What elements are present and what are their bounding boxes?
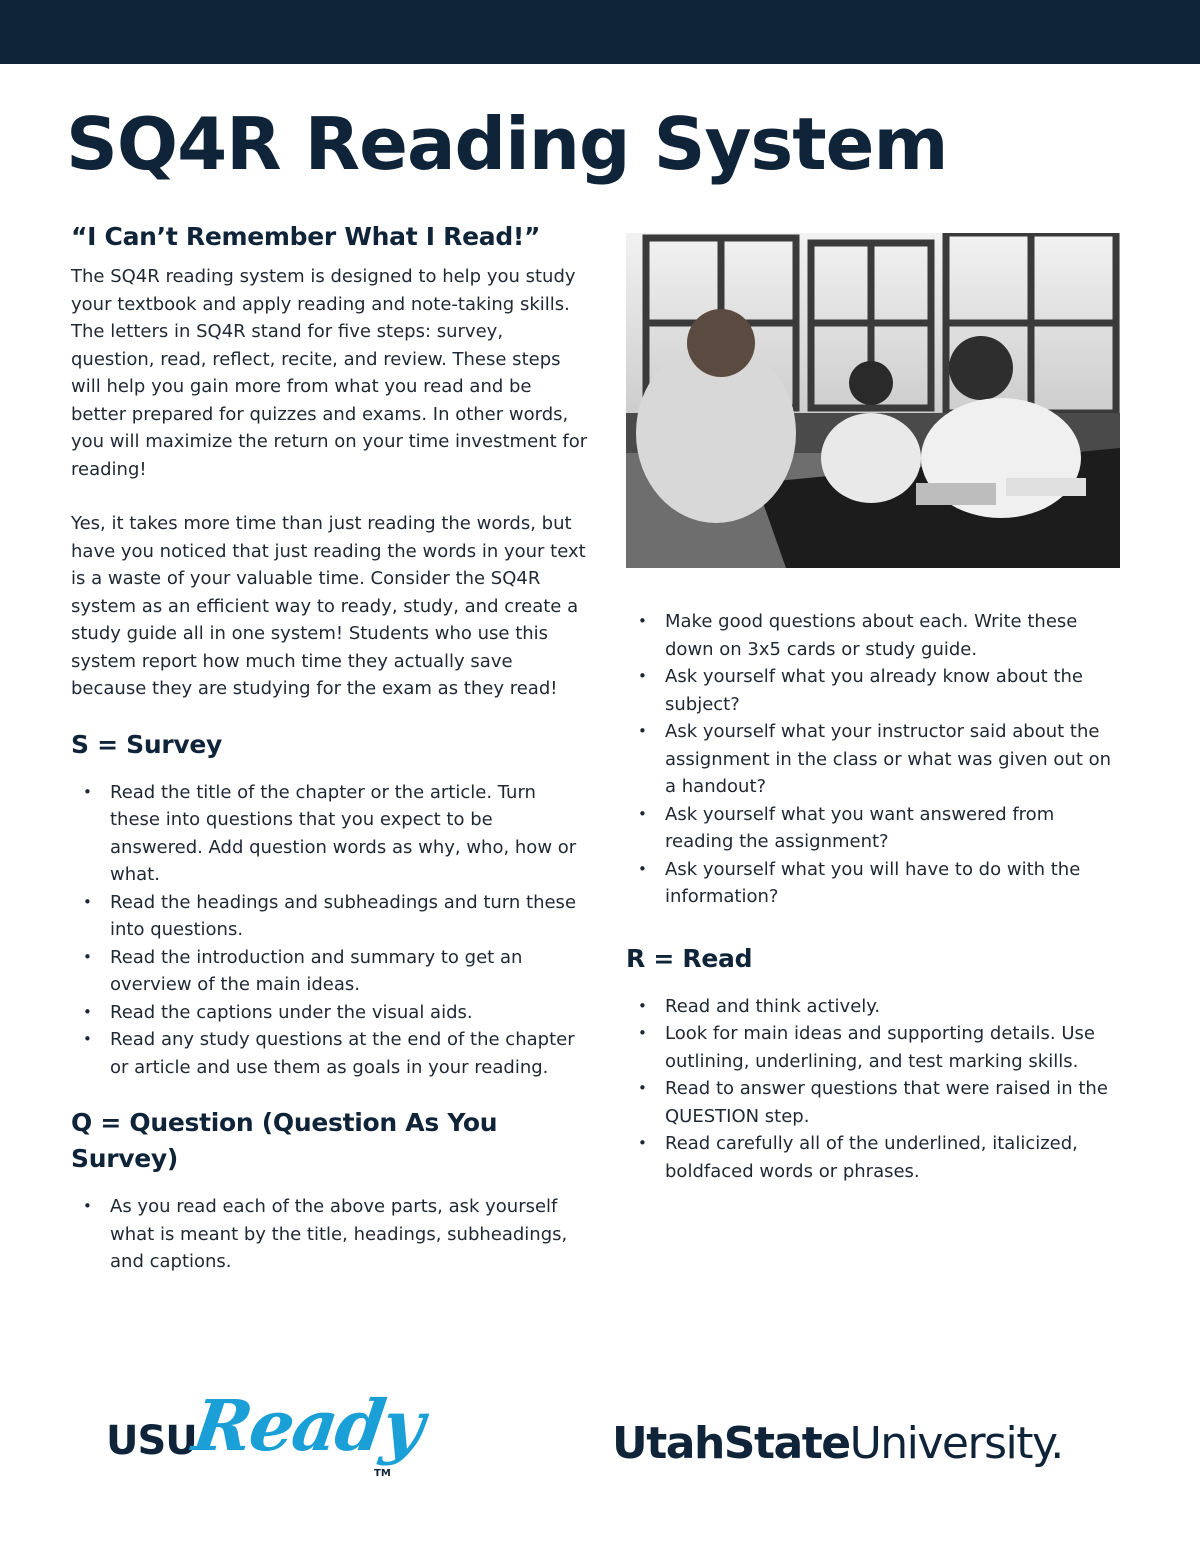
list-item: • Read the captions under the visual aids. [71, 999, 591, 1027]
list-item: • Ask yourself what you already know about the subject? [626, 663, 1126, 718]
list-item: • Read any study questions at the end of the chapter or article and use them as goals in your reading. [71, 1026, 591, 1081]
list-item: • As you read each of the above parts, ask yourself what is meant by the title, headings, subheadings, and captions. [71, 1193, 591, 1276]
survey-heading: S = Survey [71, 729, 223, 759]
logo-bold-part: UtahState [612, 1418, 850, 1469]
list-item: • Read carefully all of the underlined, italicized, boldfaced words or phrases. [626, 1130, 1126, 1185]
list-item: • Read and think actively. [626, 993, 1126, 1021]
logo-regular-part: University. [849, 1418, 1063, 1469]
intro-paragraph: Yes, it takes more time than just reading the words, but have you noticed that just reading the words in your text is a waste of your valuable time. Consider the SQ4R system as an efficient way to ready, study, and create a study guide all in one system! Students who use this system report how much time they actually save because they are studying for the exam as they read! [71, 513, 586, 699]
left-column [71, 222, 591, 1276]
usu-ready-logo [106, 1378, 428, 1488]
list-item: • Read the title of the chapter or the article. Turn these into questions that you expect to be answered. Add question words as why, who, how or what. [71, 779, 591, 889]
usu-wordmark: USU [106, 1418, 197, 1464]
ready-wordmark: Ready [188, 1384, 428, 1467]
utah-state-university-logo [612, 1418, 1063, 1469]
page-title: SQ4R Reading System [66, 102, 948, 186]
list-item: • Ask yourself what you will have to do with the information? [626, 856, 1126, 911]
right-column [626, 233, 1126, 1185]
list-item: • Make good questions about each. Write these down on 3x5 cards or study guide. [626, 608, 1126, 663]
question-list-continued [626, 608, 1126, 911]
intro-heading: “I Can’t Remember What I Read!” [71, 222, 541, 251]
question-list [71, 1193, 591, 1276]
read-list [626, 993, 1126, 1186]
students-studying-photo [626, 233, 1120, 568]
list-item: • Ask yourself what your instructor said about the assignment in the class or what was given out on a handout? [626, 718, 1126, 801]
top-banner [0, 0, 1200, 64]
list-item: • Look for main ideas and supporting details. Use outlining, underlining, and test marking skills. [626, 1020, 1126, 1075]
list-item: • Read the headings and subheadings and turn these into questions. [71, 889, 591, 944]
list-item: • Ask yourself what you want answered from reading the assignment? [626, 801, 1126, 856]
list-item: • Read to answer questions that were raised in the QUESTION step. [626, 1075, 1126, 1130]
question-heading: Q = Question (Question As You Survey) [71, 1108, 498, 1173]
survey-list [71, 779, 591, 1082]
list-item: • Read the introduction and summary to get an overview of the main ideas. [71, 944, 591, 999]
read-heading: R = Read [626, 943, 753, 973]
trademark-mark: TM [374, 1468, 391, 1479]
intro-paragraph: The SQ4R reading system is designed to help you study your textbook and apply reading and note-taking skills. The letters in SQ4R stand for five steps: survey, question, read, reflect, recite, and review. These steps will help you gain more from what you read and be better prepared for quizzes and exams. In other words, you will maximize the return on your time investment for reading! [71, 266, 588, 480]
